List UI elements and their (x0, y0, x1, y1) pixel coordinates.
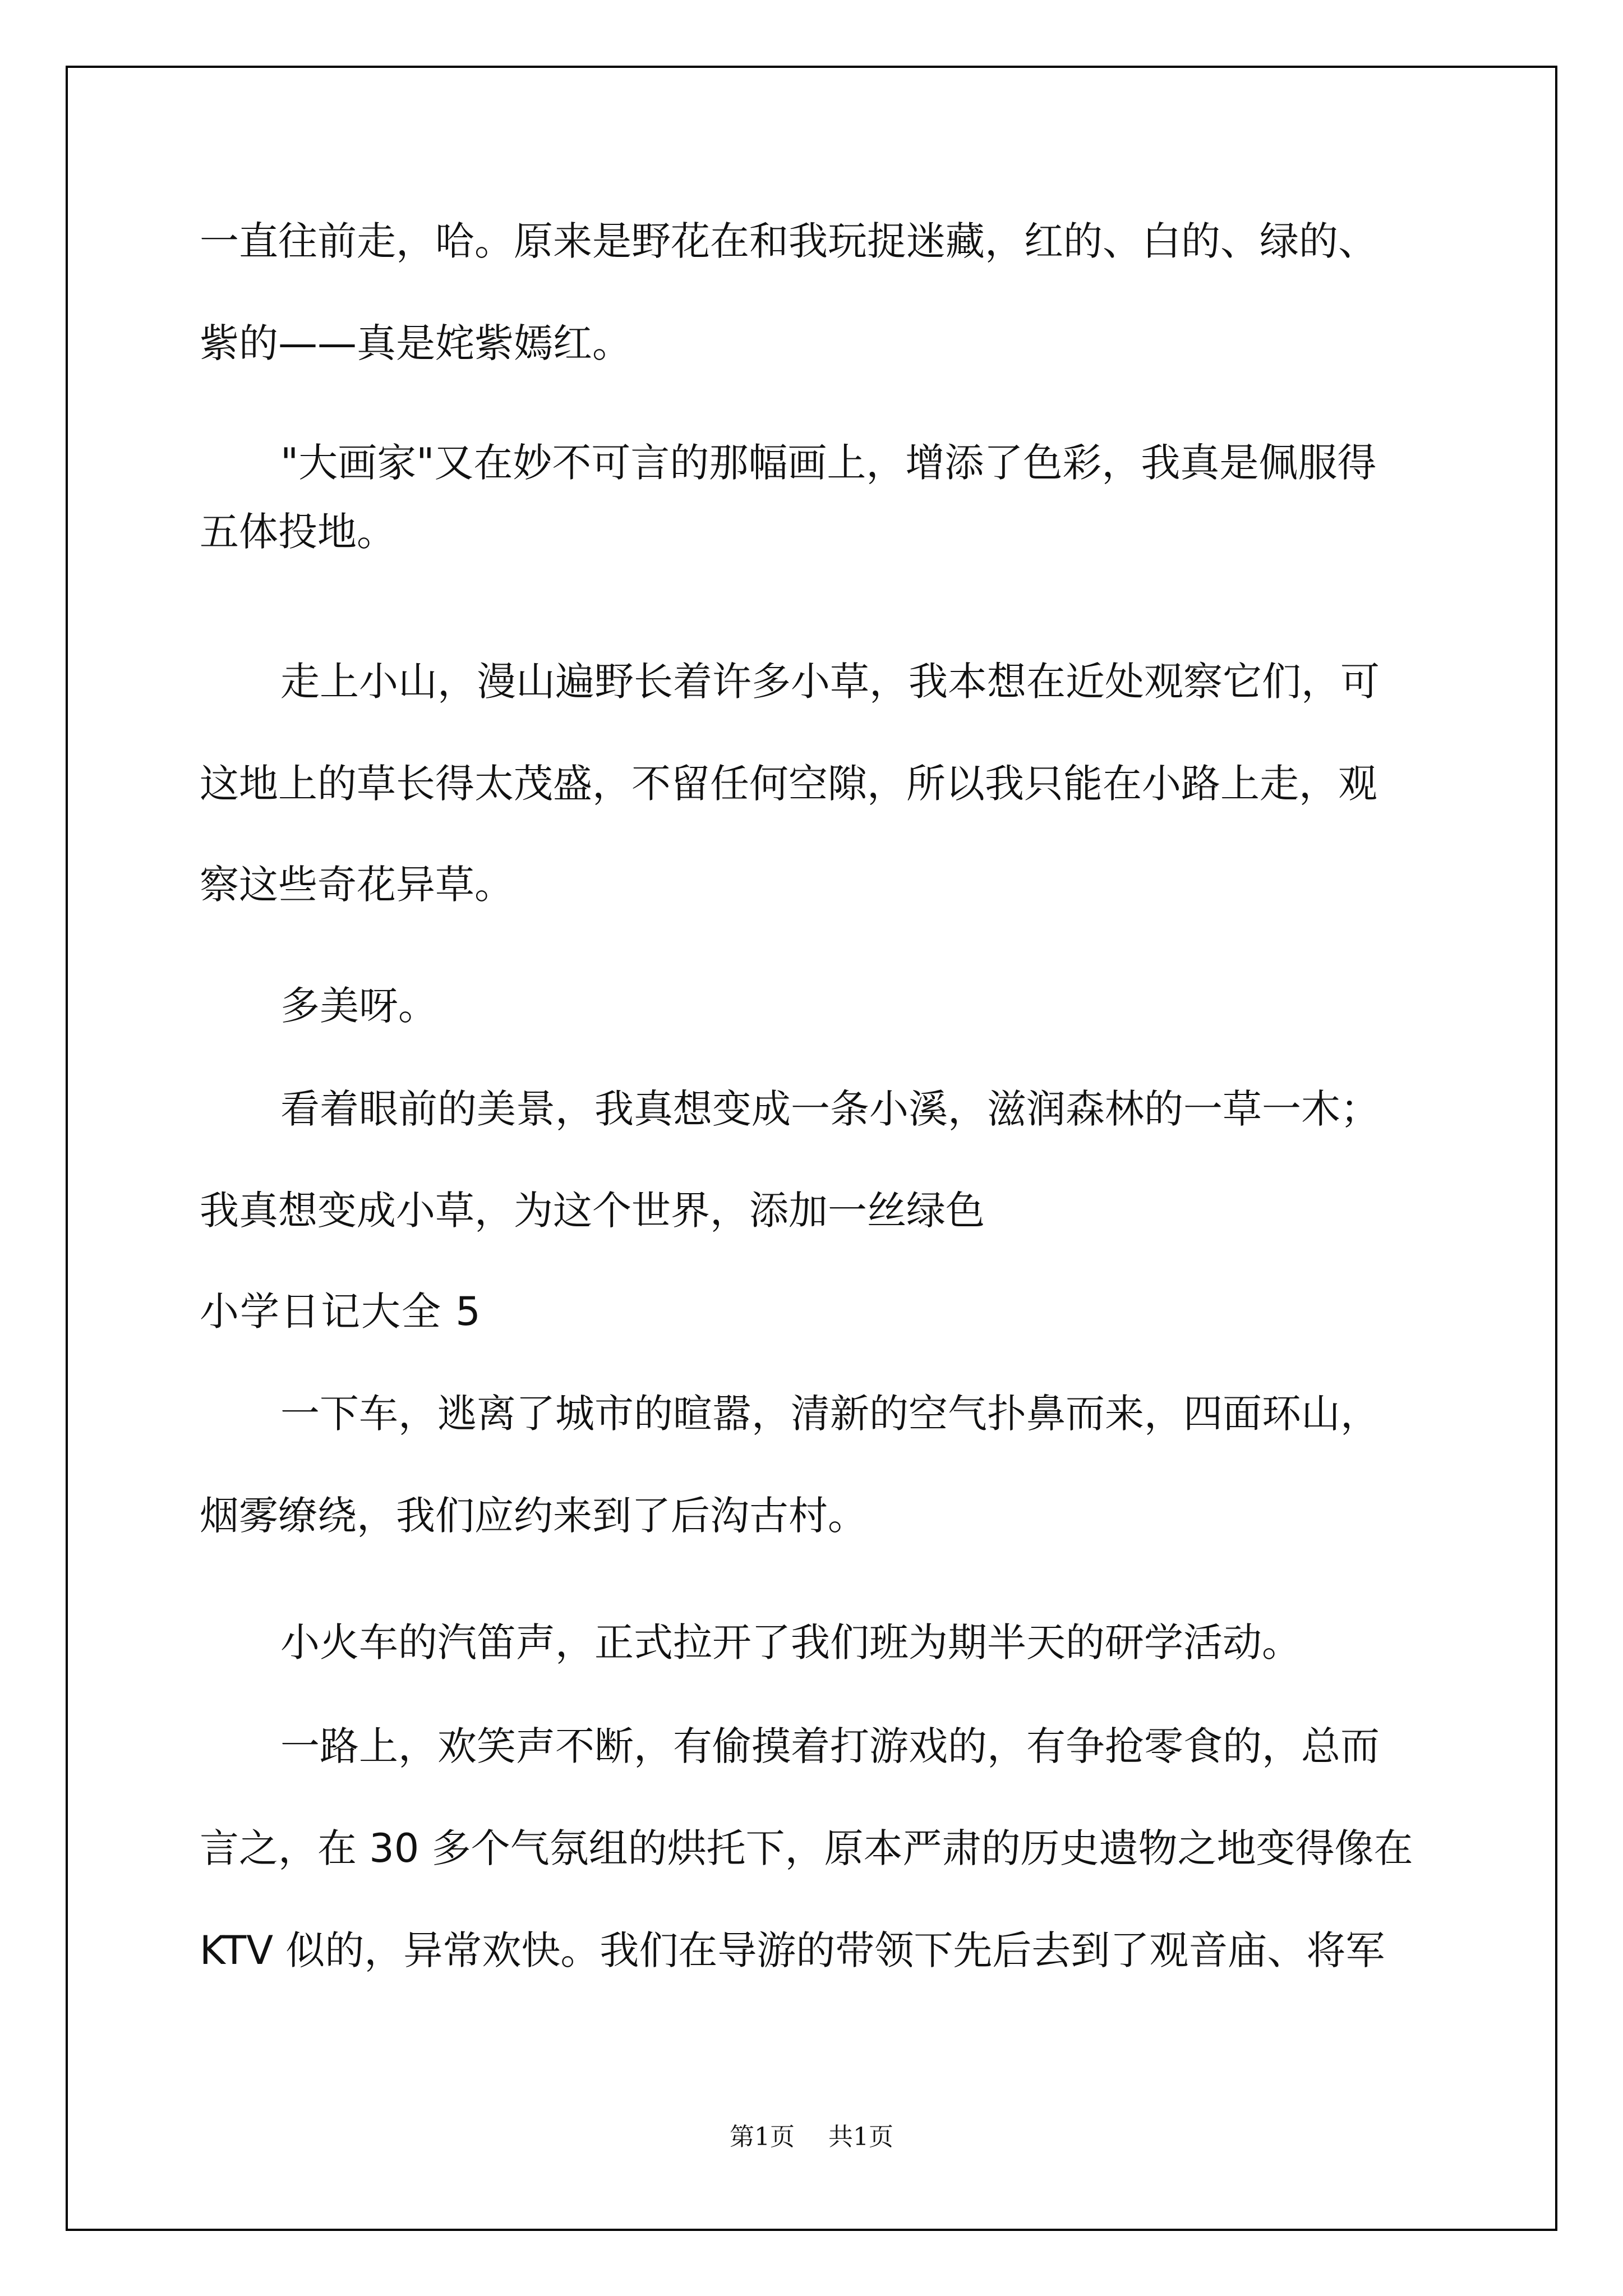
text-line: 多美呀。 (280, 983, 437, 1029)
text-line: 一下车，逃离了城市的暄嚣，清新的空气扑鼻而来，四面环山， (280, 1391, 1380, 1437)
text-line: 看着眼前的美景，我真想变成一条小溪，滋润森林的一草一木； (280, 1086, 1380, 1132)
text-line: 烟雾缭绕，我们应约来到了后沟古村。 (200, 1493, 867, 1539)
page-footer (0, 2120, 1623, 2154)
text-line: 走上小山，漫山遍野长着许多小草，我本想在近处观察它们，可 (280, 659, 1380, 705)
text-line: "大画家"又在妙不可言的那幅画上，增添了色彩，我真是佩服得 (280, 440, 1377, 486)
page-number: 第1页 (730, 2123, 795, 2151)
text-line: 小火车的汽笛声，正式拉开了我们班为期半天的研学活动。 (280, 1619, 1301, 1665)
text-line: 这地上的草长得太茂盛，不留任何空隙，所以我只能在小路上走，观 (200, 761, 1377, 807)
page-total: 共1页 (828, 2123, 893, 2151)
text-line: 紫的——真是姹紫嫣红。 (200, 320, 631, 366)
text-line: 一路上，欢笑声不断，有偷摸着打游戏的，有争抢零食的，总而 (280, 1723, 1380, 1769)
text-line: 察这些奇花异草。 (200, 862, 514, 908)
page-border (66, 66, 1557, 2231)
text-line: KTV 似的，异常欢快。我们在导游的带领下先后去到了观音庙、将军 (200, 1927, 1385, 1973)
text-line: 言之，在 30 多个气氛组的烘托下，原本严肃的历史遗物之地变得像在 (200, 1825, 1413, 1871)
text-line: 一直往前走，哈。原来是野花在和我玩捉迷藏，红的、白的、绿的、 (200, 218, 1377, 264)
text-line: 五体投地。 (200, 509, 396, 555)
section-heading: 小学日记大全 5 (200, 1289, 482, 1335)
text-line: 我真想变成小草，为这个世界，添加一丝绿色 (200, 1188, 985, 1234)
